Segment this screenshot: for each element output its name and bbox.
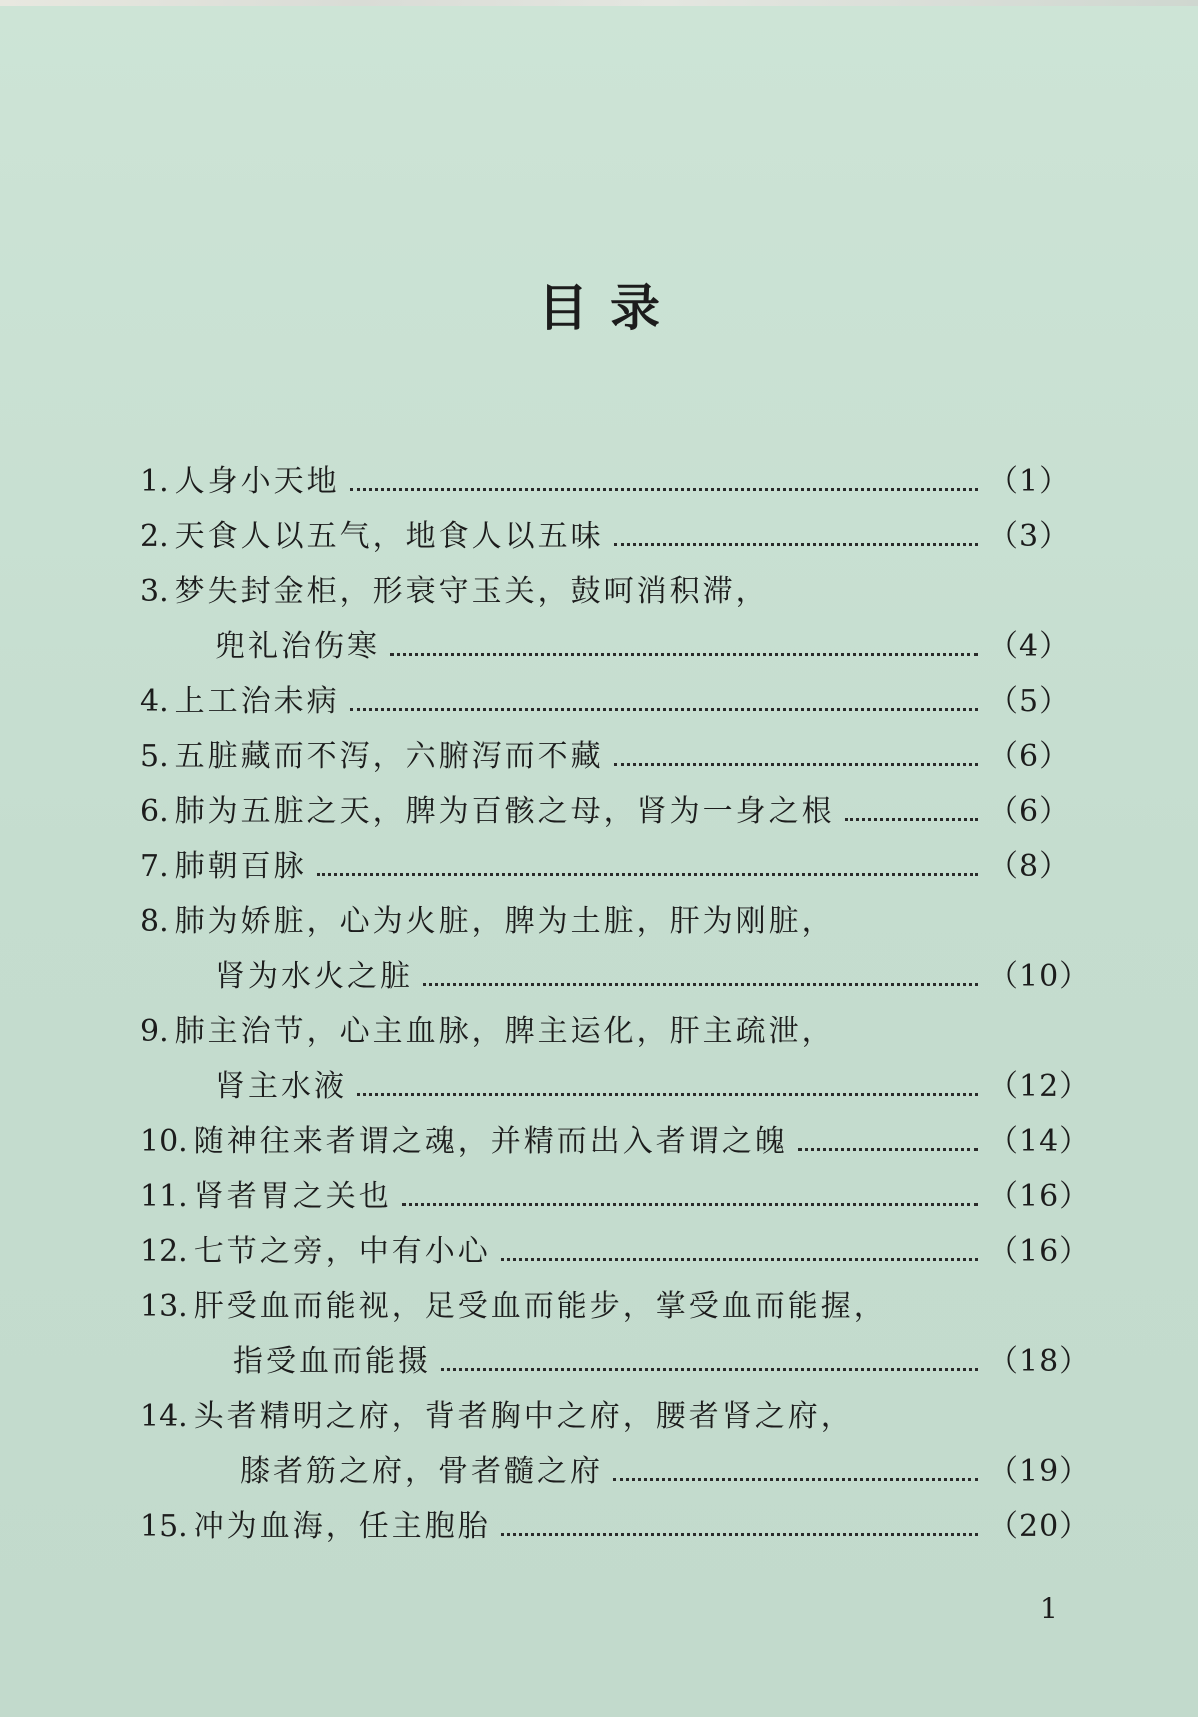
toc-entry-page: （14） — [988, 1124, 1091, 1159]
leader-dots — [501, 1533, 978, 1536]
leader-dots — [614, 543, 978, 546]
page-title: 目录 — [538, 279, 682, 337]
leader-dots — [357, 1093, 978, 1096]
toc-entry-page: （6） — [988, 794, 1071, 829]
toc-entry — [140, 1000, 1070, 1050]
toc-entry — [140, 670, 1070, 720]
toc-entry — [140, 835, 1070, 885]
leader-dots — [798, 1148, 978, 1151]
toc-entry-page: （19） — [988, 1454, 1091, 1489]
toc-entry-page: （5） — [988, 684, 1071, 719]
toc-entry-number: 9. — [140, 1014, 169, 1049]
toc-entry-number: 6. — [140, 794, 169, 829]
toc-entry-title: 指受血而能摄 — [233, 1344, 431, 1379]
toc-entry-page: （20） — [988, 1509, 1091, 1544]
toc-entry-continuation — [215, 615, 1070, 665]
toc-entry — [140, 1275, 1070, 1325]
leader-dots — [441, 1368, 978, 1371]
toc-entry-title: 肾为水火之脏 — [215, 959, 413, 994]
leader-dots — [350, 488, 978, 491]
toc-entry — [140, 1165, 1091, 1215]
toc-entry — [140, 1110, 1091, 1160]
toc-entry-title: 梦失封金柜，形衰守玉关，鼓呵消积滞， — [174, 574, 769, 609]
leader-dots — [614, 763, 978, 766]
toc-entry-number: 7. — [140, 849, 169, 884]
leader-dots — [390, 653, 978, 656]
toc-entry-continuation — [215, 1055, 1091, 1105]
toc-entry-title: 肝受血而能视，足受血而能步，掌受血而能握， — [193, 1289, 887, 1324]
toc-entry-title: 五脏藏而不泻，六腑泻而不藏 — [174, 739, 604, 774]
toc-entry — [140, 780, 1070, 830]
page-number: 1 — [1040, 1592, 1058, 1625]
toc-entry — [140, 560, 1070, 610]
toc-entry-number: 12. — [140, 1234, 188, 1269]
toc-entry-page: （4） — [988, 629, 1071, 664]
toc-entry — [140, 890, 1070, 940]
toc-entry — [140, 505, 1070, 555]
toc-entry — [140, 1385, 1070, 1435]
leader-dots — [613, 1478, 978, 1481]
page-top-edge — [0, 0, 1198, 6]
toc-entry-number: 2. — [140, 519, 169, 554]
leader-dots — [402, 1203, 978, 1206]
toc-entry-page: （18） — [988, 1344, 1091, 1379]
toc-entry-number: 1. — [140, 464, 169, 499]
toc-entry-title: 兜礼治伤寒 — [215, 629, 380, 664]
toc-entry-page: （1） — [988, 464, 1071, 499]
leader-dots — [350, 708, 978, 711]
leader-dots — [423, 983, 978, 986]
leader-dots — [501, 1258, 978, 1261]
toc-entry-continuation — [240, 1440, 1091, 1490]
toc-entry-title: 头者精明之府，背者胸中之府，腰者肾之府， — [193, 1399, 854, 1434]
toc-entry-title: 膝者筋之府，骨者髓之府 — [240, 1454, 603, 1489]
toc-entry-page: （16） — [988, 1234, 1091, 1269]
toc-entry-number: 15. — [140, 1509, 188, 1544]
toc-entry-title: 随神往来者谓之魂，并精而出入者谓之魄 — [193, 1124, 788, 1159]
toc-entry-title: 天食人以五气，地食人以五味 — [174, 519, 604, 554]
toc-entry-page: （16） — [988, 1179, 1091, 1214]
toc-entry-title: 肺朝百脉 — [174, 849, 307, 884]
toc-entry-continuation — [215, 945, 1091, 995]
toc-entry-number: 14. — [140, 1399, 188, 1434]
toc-entry-title: 肺为五脏之天，脾为百骸之母，肾为一身之根 — [174, 794, 835, 829]
toc-entry-page: （10） — [988, 959, 1091, 994]
toc-entry — [140, 1220, 1091, 1270]
toc-entry-title: 上工治未病 — [174, 684, 340, 719]
leader-dots — [317, 873, 978, 876]
toc-entry-title: 肾者胃之关也 — [193, 1179, 392, 1214]
toc-entry-title: 人身小天地 — [174, 464, 340, 499]
toc-entry — [140, 1495, 1091, 1545]
toc-entry-title: 冲为血海，任主胞胎 — [193, 1509, 491, 1544]
toc-entry-continuation — [233, 1330, 1091, 1380]
toc-entry-page: （6） — [988, 739, 1071, 774]
toc-entry-page: （12） — [988, 1069, 1091, 1104]
toc-entry-number: 3. — [140, 574, 169, 609]
toc-entry-number: 8. — [140, 904, 169, 939]
toc-entry-number: 10. — [140, 1124, 188, 1159]
toc-entry — [140, 725, 1070, 775]
toc-entry-number: 4. — [140, 684, 169, 719]
toc-entry-title: 肺主治节，心主血脉，脾主运化，肝主疏泄， — [174, 1014, 835, 1049]
toc-entry-page: （3） — [988, 519, 1071, 554]
leader-dots — [845, 818, 978, 821]
toc-entry-number: 11. — [140, 1179, 188, 1214]
toc-entry-title: 肺为娇脏，心为火脏，脾为土脏，肝为刚脏， — [174, 904, 835, 939]
toc-entry-title: 肾主水液 — [215, 1069, 347, 1104]
toc-entry-page: （8） — [988, 849, 1071, 884]
toc-entry-title: 七节之旁，中有小心 — [193, 1234, 491, 1269]
toc-entry-number: 13. — [140, 1289, 188, 1324]
toc-entry-number: 5. — [140, 739, 169, 774]
toc-entry — [140, 450, 1070, 500]
